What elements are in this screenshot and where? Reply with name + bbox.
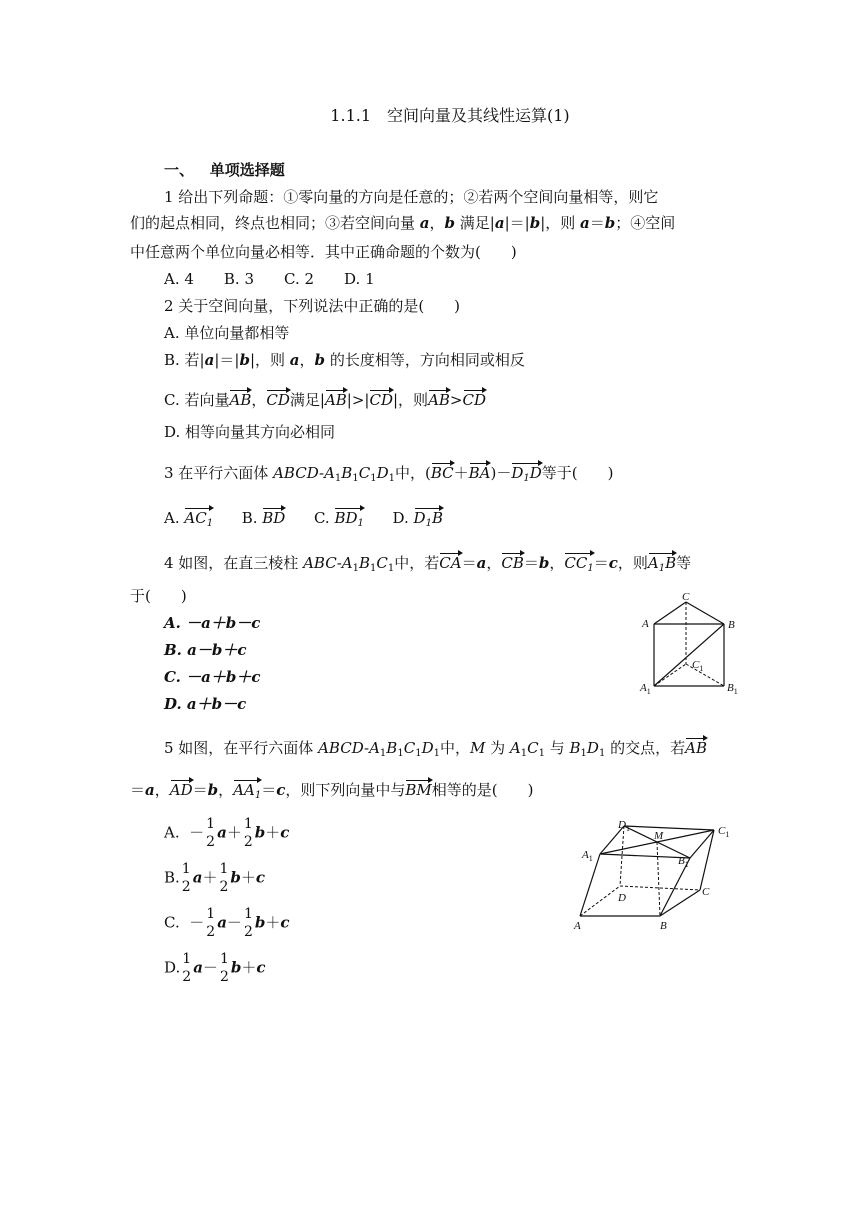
fig5-label-a1: $A_1$ xyxy=(582,849,593,863)
fig4-label-a: A xyxy=(642,618,649,630)
q3-stem: 3 在平行六面体 ABCD-$A_1B_1C_1D_1$中，$(BC+BA)-D_1D$等于( ) xyxy=(164,464,614,484)
q2-option-b: B. 若|a|＝|b|，则 a，b 的长度相等，方向相同或相反 xyxy=(164,351,525,369)
q4-option-c: C. －a＋b＋c xyxy=(164,668,261,686)
section-number: 一、 xyxy=(164,161,195,179)
q5-option-a: A. － 1 2 a＋ 1 2 b＋c xyxy=(164,816,290,850)
q1-options: A. 4 B. 3 C. 2 D. 1 xyxy=(164,270,375,288)
fig5-label-m: M xyxy=(654,830,664,842)
q4-option-d: D. a＋b－c xyxy=(164,695,247,713)
q1-line2: 们的起点相同，终点也相同；③若空间向量 a，b 满足|a|＝|b|，则 a＝b；④空间 xyxy=(130,214,676,232)
q2-option-c: C. 若向量AB，CD满足|AB|>|CD|，则AB>CD xyxy=(164,391,487,409)
q4-stem-line2: 于( ) xyxy=(130,587,187,605)
q3-options: A. $AC_1$ B. BD C. $BD_1$ D. $D_1B$ xyxy=(164,509,443,529)
fig5-label-c1: $C_1$ xyxy=(718,825,730,839)
q5-stem-line2: ＝a，AD＝b，$AA_1=c$，则下列向量中与BM相等的是( ) xyxy=(130,781,534,801)
q5-option-d: D. 1 2 a－ 1 2 b＋c xyxy=(164,951,266,985)
page-title: 1.1.1 空间向量及其线性运算(1) xyxy=(330,106,570,125)
parallelepiped-figure xyxy=(572,812,742,936)
q1-line1: 1 给出下列命题：①零向量的方向是任意的；②若两个空间向量相等，则它 xyxy=(164,188,659,206)
fig4-label-c: C xyxy=(682,592,690,603)
fig5-label-b: B xyxy=(660,920,667,932)
prism-figure xyxy=(636,592,746,698)
fig5-label-a: A xyxy=(574,920,581,932)
fig4-label-c1: $C_1$ xyxy=(692,659,704,673)
q4-stem-line1: 4 如图，在直三棱柱 ABC-$A_1B_1C_1$中，若CA＝a，CB＝b，$CC_1=c$，则$A_1B$等 xyxy=(164,554,692,574)
q1-line3: 中任意两个单位向量必相等．其中正确命题的个数为( ) xyxy=(130,243,517,261)
q5-stem-line1: 5 如图，在平行六面体 ABCD-$A_1B_1C_1D_1$中，M 为 $A_1C_1$ 与 $B_1D_1$ 的交点，若AB xyxy=(164,739,707,759)
q5-option-b: B. 1 2 a＋ 1 2 b＋c xyxy=(164,861,266,895)
section-label: 单项选择题 xyxy=(209,161,285,179)
fig4-label-b1: $B_1$ xyxy=(727,682,738,696)
fig4-label-a1: $A_1$ xyxy=(640,682,651,696)
q4-option-b: B. a－b＋c xyxy=(164,641,247,659)
fig5-label-d: D xyxy=(618,892,626,904)
fig5-label-d1: $D_1$ xyxy=(618,819,630,833)
q2-stem: 2 关于空间向量，下列说法中正确的是( ) xyxy=(164,297,461,315)
section-heading xyxy=(164,163,285,178)
q4-option-a: A. －a＋b－c xyxy=(164,614,261,632)
fig4-label-b: B xyxy=(728,619,735,631)
fig5-label-c: C xyxy=(702,886,710,898)
q5-option-c: C. － 1 2 a－ 1 2 b＋c xyxy=(164,906,290,940)
fig5-label-b1: $B_1$ xyxy=(678,855,689,869)
q2-option-d: D. 相等向量其方向必相同 xyxy=(164,423,336,441)
q2-option-a: A. 单位向量都相等 xyxy=(164,324,290,342)
